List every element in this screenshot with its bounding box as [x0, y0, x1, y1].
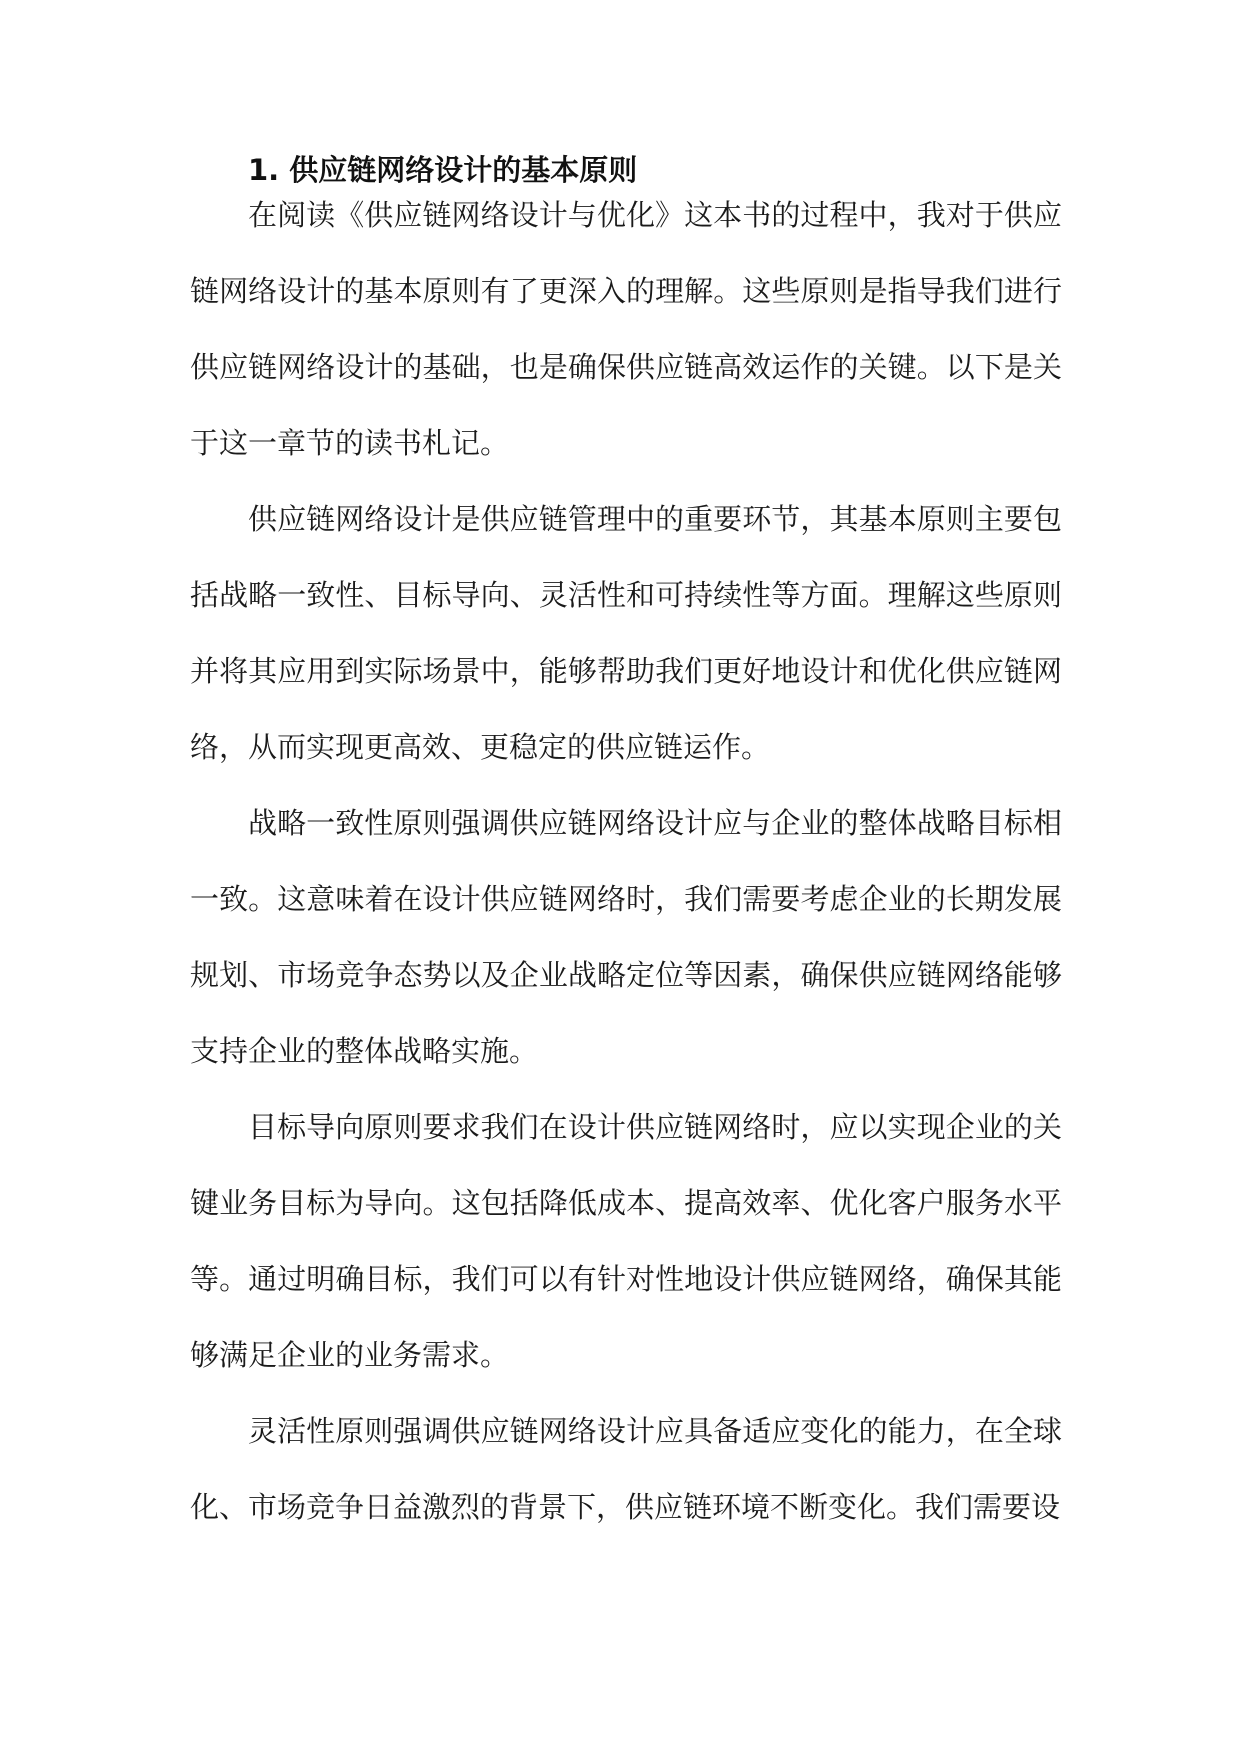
- paragraph-intro: 在阅读《供应链网络设计与优化》这本书的过程中，我对于供应链网络设计的基本原则有了更深入的理解。这些原则是指导我们进行供应链网络设计的基础，也是确保供应链高效运作的关键。以下是关于这一章节的读书札记。: [190, 198, 1062, 460]
- section-title: 供应链网络设计的基本原则: [289, 153, 638, 187]
- paragraph-strategic-alignment: 战略一致性原则强调供应链网络设计应与企业的整体战略目标相一致。这意味着在设计供应链网络时，我们需要考虑企业的长期发展规划、市场竞争态势以及企业战略定位等因素，确保供应链网络能够支持企业的整体战略实施。: [190, 806, 1062, 1068]
- paragraph-goal-orientation: 目标导向原则要求我们在设计供应链网络时，应以实现企业的关键业务目标为导向。这包括降低成本、提高效率、优化客户服务水平等。通过明确目标，我们可以有针对性地设计供应链网络，确保其能够满足企业的业务需求。: [190, 1110, 1062, 1372]
- paragraph-overview: 供应链网络设计是供应链管理中的重要环节，其基本原则主要包括战略一致性、目标导向、灵活性和可持续性等方面。理解这些原则并将其应用到实际场景中，能够帮助我们更好地设计和优化供应链网络，从而实现更高效、更稳定的供应链运作。: [190, 502, 1062, 764]
- paragraph-flexibility: 灵活性原则强调供应链网络设计应具备适应变化的能力，在全球化、市场竞争日益激烈的背景下，供应链环境不断变化。我们需要设: [190, 1414, 1062, 1524]
- section-number: 1.: [248, 153, 280, 187]
